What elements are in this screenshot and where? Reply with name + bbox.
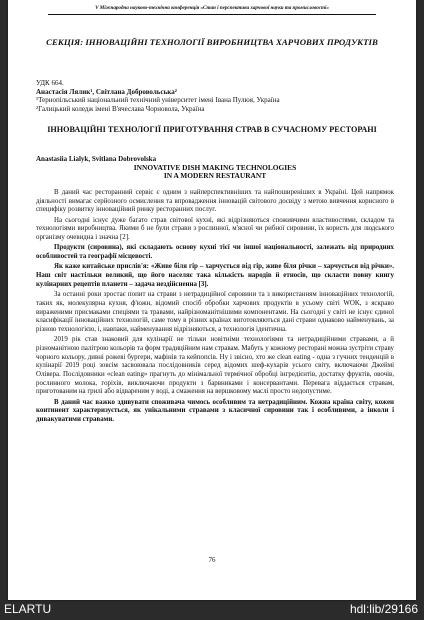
authors-ua: Анастасія Лялик¹, Світлана Добровольська² bbox=[36, 87, 177, 96]
authors-en: Anastasiia Lialyk, Svitlana Dobrovolska bbox=[36, 155, 157, 163]
article-body bbox=[36, 189, 394, 426]
paragraph: За останні роки зростає попит на страви з нетрадиційної сировини та з використанням інноваційних технологій, таких як, молекулярна кухня, ф'южн, відомий спосіб обробки харчових продуктів в усьому світі WOK, з яскраво вираженими присмаками спеціями та травами, найрізноманітнішими компонентами. На сьогодні у світі не існує єдиної класифікації інноваційних технологій, саме тому в різних країнах виготовляються дані страви однаково найменувань, за різною технологією, і, навпаки, найменування відрізняються, а технологія ідентична. bbox=[36, 291, 394, 333]
article-title-en-line1: INNOVATIVE DISH MAKING TECHNOLOGIES bbox=[133, 162, 297, 172]
affiliation-2: ²Галицький коледж імені В'ячеслава Чорновола, Україна bbox=[36, 104, 205, 113]
header-divider bbox=[48, 14, 376, 15]
article-title-ua: ІННОВАЦІЙНІ ТЕХНОЛОГІЇ ПРИГОТУВАННЯ СТРАВ В СУЧАСНОМУ РЕСТОРАНІ bbox=[47, 125, 377, 134]
document-page bbox=[8, 0, 416, 600]
page-number: 76 bbox=[208, 556, 216, 564]
paragraph: Продукти (сировина), які складають основу кухні тієї чи іншої національності, залежать від природних особливостей та географії місцевості. bbox=[36, 244, 394, 261]
paragraph: В даний час важко здивувати споживача чимось особливим та нетрадиційним. Кожна країна світу, кожен континент характеризується, як унікальними стравами з класичної сировини так і особливими, а інколи і дивакуватими стравами. bbox=[36, 398, 394, 424]
footer-repository-label: ELARTU bbox=[4, 602, 52, 616]
article-meta bbox=[36, 79, 394, 113]
article-title-en-line2: IN A MODERN RESTAURANT bbox=[163, 171, 267, 181]
section-title: СЕКЦІЯ: ІННОВАЦІЙНІ ТЕХНОЛОГІЇ ВИРОБНИЦТВА ХАРЧОВИХ ПРОДУКТІВ bbox=[46, 37, 378, 47]
paragraph: Як каже китайське прислів'я: «Живе біля гір – харчується від гір, живе біля річки – харчується від річки». Наш світ настільки великий, що його населяє така кількість народів й етносів, що скласти повну книгу кулінарних рецептів планети – задача нездійсненна [3]. bbox=[36, 263, 394, 288]
footer-handle-link[interactable]: hdl:lib/29166 bbox=[349, 602, 418, 616]
udc-code: УДК 664. bbox=[36, 79, 64, 87]
paragraph: В даний час ресторанний сервіс є одним з найперспективніших та найпоширеніших в Україні. Цей напрямок діяльності вимагає серйозного осмислення та впровадження інновацій світового досвіду з метою вивчення корисного в специфіку розвитку інноваційний ринку ресторанних послуг. bbox=[36, 189, 394, 214]
english-block bbox=[36, 155, 394, 181]
paragraph: 2019 рік став знаковий для кулінарії не тільки новітніми технологіями та нетрадиційними стравами, а й різноманітною палітрою кольорів та форм традиційним нам стравам. Мабуть у кожному ресторані можна зустріти страву чорного кольору, дивні рожеві бургери, мафінів та кейпопсів. Ну і звісно, хто же clean eating - одна з гучних тенденцій в кулінарії 2019 році зовсім засвоювала послідовників серед відомих шеф-кухарів усього світу, включаючи Джеймі Олівера. Послідовники «clean eating» прагнуть до мінімальної термічної обробці інгредієнтів, достатку фруктів, овочів, рослинного молока, горіхів, виключаючи продукти з барвниками і консервантами. Перевага віддається стравам, приготованим на грилі або відвареним у воді, а смаження на вершковому маслі просто недопустиме. bbox=[36, 336, 394, 396]
paragraph: На сьогодні існує дуже багато страв світової кухні, які відрізняються споживчими властивостями, складом та технологіями виробництва. Якими б не були страви з рослинної, м'ясної чи рибної сировини, їх користь для людського організму очевидна і значна [2]. bbox=[36, 216, 394, 242]
affiliation-1: ¹Тернопільський національний технічний університет імені Івана Пулюя, Україна bbox=[36, 96, 280, 105]
conference-header: V Міжнародна науково-технічна конференція «Стан і перспективи харчової науки та промисловості» bbox=[95, 5, 329, 11]
